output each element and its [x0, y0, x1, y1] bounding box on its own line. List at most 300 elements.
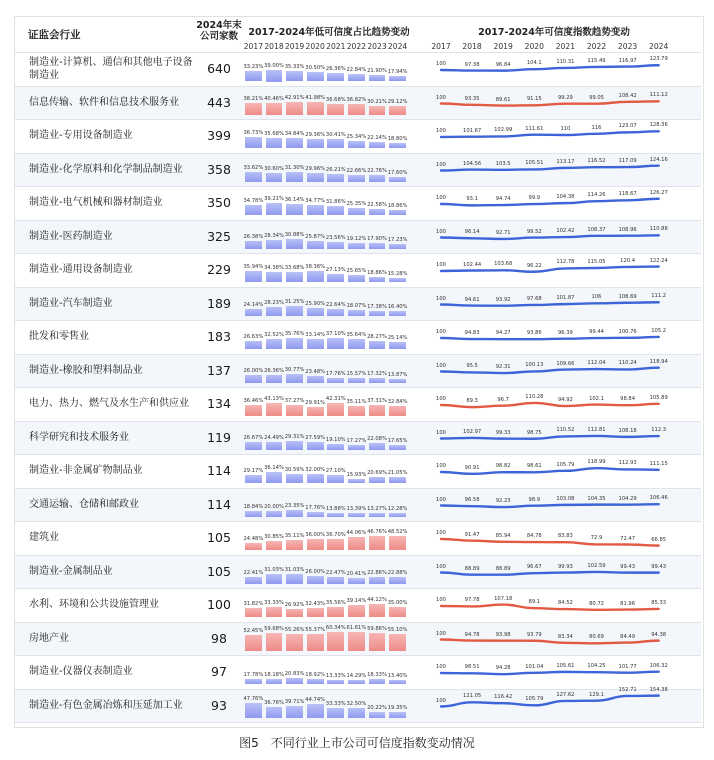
index-value-label: 85.94	[495, 532, 511, 539]
low-ratio-label: 27.13%	[325, 267, 346, 274]
index-trend-line	[441, 267, 659, 272]
index-value-label: 97.78	[464, 597, 480, 604]
low-ratio-label: 25.35%	[346, 200, 367, 207]
index-trend-line	[441, 302, 659, 305]
index-value-label: 123.07	[618, 123, 637, 130]
index-trend-line	[441, 504, 659, 507]
industry-name: 制造业-非金属矿物制品业	[29, 465, 143, 477]
industry-name: 信息传输、软件和信息技术服务业	[29, 96, 179, 108]
low-ratio-label: 13.87%	[387, 371, 408, 378]
index-value-label: 115.05	[587, 258, 606, 265]
industry-name: 制造业-金属制品业	[29, 565, 113, 577]
low-ratio-label: 17.38%	[367, 303, 387, 310]
low-ratio-label: 29.96%	[305, 165, 326, 172]
low-ratio-label: 22.76%	[367, 167, 387, 174]
low-ratio-label: 12.28%	[387, 506, 408, 513]
index-value-label: 110.28	[525, 393, 544, 400]
low-ratio-label: 22.64%	[325, 302, 346, 309]
industry-name: 水利、环境和公共设施管理业	[29, 599, 159, 611]
year-label-line-2017: 2017	[431, 42, 451, 51]
company-count: 105	[207, 530, 231, 546]
year-label-line-2021: 2021	[555, 42, 576, 51]
low-ratio-label: 42.91%	[284, 94, 305, 101]
low-ratio-label: 26.92%	[284, 602, 305, 609]
low-ratio-label: 18.80%	[387, 135, 408, 142]
index-value-label: 110.24	[618, 360, 637, 367]
low-ratio-label: 35.11%	[284, 532, 305, 539]
low-ratio-label: 22.58%	[367, 201, 387, 208]
low-ratio-label: 59.86%	[367, 625, 387, 632]
low-ratio-label: 32.00%	[305, 466, 326, 473]
index-trend-line	[441, 65, 659, 70]
industry-name: 电力、热力、燃气及水生产和供应业	[29, 398, 189, 410]
index-value-label: 112.93	[618, 460, 637, 467]
low-ratio-label: 20.00%	[264, 503, 284, 510]
low-ratio-label: 32.43%	[305, 600, 326, 607]
low-ratio-label: 43.13%	[264, 396, 284, 403]
low-ratio-label: 33.23%	[243, 64, 264, 71]
index-trend-line	[441, 436, 659, 439]
low-ratio-label: 18.18%	[264, 671, 284, 678]
index-value-label: 88.89	[464, 565, 480, 572]
index-value-label: 110.88	[649, 226, 668, 233]
low-ratio-label: 35.11%	[346, 398, 367, 405]
index-value-label: 101.04	[525, 663, 544, 670]
index-trend-line	[441, 468, 659, 474]
index-value-label: 110.31	[556, 58, 575, 65]
index-value-label: 100	[436, 195, 446, 201]
index-value-label: 97.38	[464, 61, 480, 68]
low-ratio-label: 29.31%	[284, 433, 305, 440]
index-value-label: 98.61	[526, 463, 542, 470]
index-value-label: 89.3	[466, 398, 478, 405]
index-value-label: 94.61	[464, 296, 480, 303]
low-ratio-label: 13.39%	[346, 505, 367, 512]
index-value-label: 116	[591, 124, 602, 131]
low-ratio-label: 35.64%	[346, 331, 367, 338]
low-ratio-label: 19.12%	[346, 236, 367, 243]
index-value-label: 118.99	[587, 459, 606, 466]
index-value-label: 80.69	[589, 634, 604, 641]
year-label-bar-2018: 2018	[264, 42, 284, 51]
index-value-label: 124.16	[649, 156, 668, 163]
low-ratio-label: 38.21%	[243, 96, 264, 103]
low-ratio-label: 33.33%	[264, 600, 284, 607]
low-ratio-label: 39.21%	[264, 196, 284, 203]
index-value-label: 99.29	[557, 94, 573, 101]
low-ratio-label: 35.94%	[243, 264, 264, 271]
low-ratio-label: 36.68%	[325, 96, 346, 103]
index-value-label: 100	[436, 597, 446, 603]
low-ratio-label: 23.35%	[284, 502, 305, 509]
index-value-label: 84.52	[557, 600, 573, 607]
low-ratio-label: 61.61%	[346, 625, 367, 632]
index-value-label: 120.4	[620, 257, 636, 264]
index-value-label: 96.39	[557, 329, 573, 336]
index-value-label: 91.47	[464, 531, 480, 538]
low-ratio-label: 44.74%	[305, 697, 326, 704]
index-value-label: 89.1	[528, 599, 541, 606]
header-industry: 证监会行业	[28, 29, 81, 41]
index-value-label: 103.5	[495, 160, 511, 167]
industry-name: 科学研究和技术服务业	[29, 431, 129, 443]
low-ratio-label: 36.76%	[264, 699, 284, 706]
low-ratio-label: 17.76%	[305, 504, 326, 511]
low-ratio-label: 33.33%	[325, 700, 346, 707]
index-value-label: 116.52	[587, 158, 606, 165]
low-ratio-label: 36.00%	[305, 532, 326, 539]
index-value-label: 112.78	[556, 259, 575, 266]
index-value-label: 98.9	[528, 496, 541, 503]
low-ratio-label: 24.14%	[243, 301, 264, 308]
company-count: 399	[207, 128, 231, 144]
index-value-label: 83.34	[557, 633, 573, 640]
index-value-label: 105.2	[651, 327, 667, 334]
year-label-bar-2024: 2024	[387, 42, 408, 51]
company-count: 93	[211, 697, 227, 713]
index-value-label: 105.79	[525, 696, 544, 703]
low-ratio-label: 32.52%	[264, 332, 284, 339]
index-value-label: 100	[436, 94, 446, 101]
industry-name: 批发和零售业	[29, 331, 89, 343]
low-ratio-label: 27.59%	[305, 434, 326, 441]
low-ratio-label: 32.84%	[387, 399, 408, 406]
low-ratio-label: 30.41%	[325, 132, 346, 139]
index-value-label: 89.61	[495, 96, 511, 103]
index-value-label: 93.92	[495, 296, 511, 303]
low-ratio-label: 25.87%	[305, 234, 326, 241]
company-count: 114	[207, 463, 231, 479]
index-value-label: 72.47	[620, 535, 636, 542]
low-ratio-label: 26.00%	[243, 368, 264, 374]
low-ratio-label: 20.83%	[284, 671, 305, 678]
index-value-label: 100	[436, 697, 446, 704]
index-value-label: 92.23	[495, 498, 511, 505]
low-ratio-label: 31.30%	[284, 165, 305, 172]
company-count: 350	[207, 195, 231, 211]
industry-name: 交通运输、仓储和邮政业	[29, 498, 139, 510]
low-ratio-label: 18.33%	[367, 671, 387, 678]
index-value-label: 104.29	[618, 495, 637, 502]
index-value-label: 110	[560, 126, 571, 132]
index-value-label: 111.61	[525, 125, 544, 132]
header-low-ratio: 2017-2024年低可信度占比趋势变动	[248, 27, 410, 38]
low-ratio-label: 28.27%	[367, 333, 387, 340]
index-trend-line	[441, 640, 659, 644]
industry-name: 建筑业	[29, 532, 59, 544]
index-value-label: 99.43	[620, 563, 636, 570]
index-value-label: 100	[436, 429, 446, 436]
index-value-label: 112.04	[587, 360, 606, 367]
header-trend: 2017-2024年可信度指数趋势变动	[478, 27, 630, 38]
index-value-label: 113.17	[556, 158, 575, 165]
low-ratio-label: 15.93%	[346, 471, 367, 478]
low-ratio-label: 52.45%	[243, 627, 264, 634]
company-count: 443	[207, 94, 231, 110]
low-ratio-label: 32.50%	[346, 701, 367, 707]
index-value-label: 103.68	[494, 261, 513, 268]
company-count: 98	[211, 630, 227, 646]
index-value-label: 96.7	[497, 396, 509, 403]
low-ratio-label: 34.84%	[284, 130, 305, 137]
index-value-label: 93.35	[464, 95, 480, 102]
low-ratio-label: 42.31%	[325, 396, 346, 403]
low-ratio-label: 18.86%	[367, 269, 387, 276]
index-value-label: 111.15	[649, 460, 668, 467]
low-ratio-label: 35.56%	[325, 599, 346, 606]
industry-name: 制造业-计算机、通信和其他电子设备制造业	[29, 56, 193, 81]
low-ratio-label: 13.27%	[367, 505, 387, 512]
low-ratio-label: 21.05%	[387, 470, 408, 477]
year-label-line-2022: 2022	[586, 42, 607, 51]
low-ratio-label: 29.91%	[305, 400, 326, 407]
industry-name: 制造业-有色金属冶炼和压延加工业	[29, 699, 183, 711]
low-ratio-label: 15.57%	[346, 371, 367, 378]
index-value-label: 98.51	[464, 664, 480, 671]
index-value-label: 93.86	[526, 330, 542, 337]
index-value-label: 99.44	[589, 329, 604, 336]
low-ratio-label: 26.36%	[325, 66, 346, 73]
index-value-label: 105.89	[649, 394, 668, 401]
index-value-label: 100	[436, 128, 446, 134]
low-ratio-label: 17.27%	[346, 437, 367, 444]
index-trend-line	[441, 199, 659, 206]
low-ratio-label: 22.88%	[387, 569, 408, 576]
index-value-label: 94.83	[464, 330, 480, 337]
year-label-line-2024: 2024	[649, 42, 669, 51]
company-count: 105	[207, 563, 231, 579]
index-value-label: 105.51	[525, 160, 544, 167]
index-value-label: 123.79	[649, 56, 668, 63]
index-value-label: 94.78	[464, 631, 480, 638]
low-ratio-label: 20.22%	[367, 704, 387, 711]
company-count: 100	[207, 597, 231, 613]
low-ratio-label: 17.65%	[387, 437, 408, 444]
index-value-label: 100	[436, 161, 446, 168]
index-value-label: 104.56	[463, 160, 482, 167]
index-value-label: 116.42	[494, 694, 513, 701]
low-ratio-label: 55.37%	[305, 626, 326, 633]
low-ratio-label: 59.68%	[264, 625, 284, 632]
low-ratio-label: 19.35%	[387, 705, 408, 712]
low-ratio-label: 25.65%	[346, 267, 367, 274]
low-ratio-label: 39.14%	[346, 598, 367, 605]
low-ratio-label: 31.03%	[284, 567, 305, 574]
index-value-label: 118.94	[649, 358, 668, 365]
header-count-line2: 公司家数	[199, 31, 238, 42]
index-value-label: 94.74	[495, 196, 511, 203]
low-ratio-label: 23.48%	[305, 368, 326, 375]
company-count: 325	[207, 228, 231, 244]
low-ratio-label: 44.06%	[346, 529, 367, 536]
index-trend-line	[441, 166, 659, 171]
index-trend-line	[441, 605, 659, 610]
index-value-label: 93.1	[466, 196, 478, 203]
low-ratio-label: 36.82%	[346, 96, 367, 103]
index-value-label: 100.13	[525, 362, 544, 369]
index-value-label: 152.71	[618, 686, 637, 693]
low-ratio-label: 36.14%	[264, 465, 284, 472]
low-ratio-label: 60.34%	[325, 625, 346, 632]
low-ratio-label: 26.63%	[243, 334, 264, 341]
index-value-label: 100	[436, 630, 446, 637]
index-value-label: 100	[436, 563, 446, 570]
index-value-label: 108.18	[618, 427, 637, 434]
index-value-label: 72.9	[590, 535, 603, 542]
index-value-label: 108.69	[618, 293, 637, 300]
company-count: 119	[207, 429, 231, 445]
index-value-label: 95.5	[466, 363, 478, 370]
index-value-label: 110.52	[556, 427, 575, 434]
low-ratio-label: 30.50%	[305, 65, 326, 72]
low-ratio-label: 26.67%	[243, 434, 264, 441]
industry-name: 房地产业	[29, 632, 69, 644]
low-ratio-label: 17.60%	[387, 169, 408, 176]
low-ratio-label: 22.08%	[367, 436, 387, 443]
year-label-bar-2020: 2020	[305, 42, 325, 51]
index-value-label: 100	[436, 463, 446, 469]
low-ratio-label: 36.14%	[284, 197, 305, 204]
index-value-label: 104.35	[587, 495, 606, 502]
low-ratio-label: 24.49%	[264, 435, 284, 442]
index-value-label: 105.61	[556, 662, 575, 669]
low-ratio-label: 13.88%	[325, 505, 346, 512]
index-value-label: 81.96	[620, 600, 636, 607]
index-value-label: 101.87	[556, 295, 575, 302]
index-value-label: 85.33	[651, 599, 667, 606]
low-ratio-label: 17.32%	[367, 370, 387, 377]
low-ratio-label: 16.40%	[387, 303, 408, 310]
index-value-label: 84.49	[620, 633, 636, 640]
low-ratio-label: 23.56%	[325, 234, 346, 241]
year-label-line-2018: 2018	[462, 42, 482, 51]
index-value-label: 104.1	[526, 60, 542, 67]
company-count: 358	[207, 161, 231, 177]
index-value-label: 103.08	[556, 495, 575, 502]
index-value-label: 96.22	[526, 262, 542, 269]
index-value-label: 66.85	[651, 536, 667, 543]
low-ratio-label: 18.84%	[243, 504, 264, 511]
index-value-label: 106.32	[649, 662, 668, 669]
low-ratio-label: 46.76%	[367, 529, 387, 536]
index-value-label: 94.27	[495, 330, 511, 337]
low-ratio-label: 48.52%	[387, 528, 408, 535]
index-value-label: 99.05	[589, 94, 604, 101]
low-ratio-label: 29.12%	[387, 99, 408, 106]
index-value-label: 102.99	[494, 127, 513, 134]
index-value-label: 106	[591, 294, 602, 301]
index-value-label: 83.83	[557, 533, 573, 540]
low-ratio-label: 30.85%	[264, 534, 284, 540]
year-label-bar-2023: 2023	[367, 42, 387, 51]
low-ratio-label: 30.77%	[284, 366, 305, 373]
index-trend-line	[441, 235, 659, 239]
year-label-bar-2021: 2021	[326, 42, 346, 51]
index-value-label: 100	[436, 329, 446, 335]
index-value-label: 121.05	[463, 693, 482, 700]
company-count: 114	[207, 496, 231, 512]
index-value-label: 108.37	[587, 226, 606, 233]
index-value-label: 96.14	[464, 229, 480, 236]
index-value-label: 118.67	[618, 191, 637, 198]
company-count: 640	[207, 61, 231, 77]
low-ratio-label: 22.41%	[243, 570, 264, 577]
company-count: 134	[207, 396, 231, 412]
index-value-label: 91.15	[526, 96, 542, 103]
industry-name: 制造业-汽车制造业	[29, 297, 113, 309]
low-ratio-label: 15.28%	[387, 270, 408, 277]
industry-name: 制造业-医药制造业	[29, 230, 113, 242]
index-value-label: 108.42	[618, 92, 637, 99]
low-ratio-label: 30.60%	[264, 165, 284, 172]
index-trend-line	[441, 696, 659, 707]
low-ratio-label: 28.34%	[264, 233, 284, 240]
low-ratio-label: 28.23%	[264, 300, 284, 307]
index-value-label: 99.93	[557, 563, 573, 570]
index-value-label: 115.49	[587, 57, 606, 64]
index-value-label: 93.98	[495, 631, 511, 638]
low-ratio-label: 55.10%	[387, 627, 408, 634]
index-value-label: 126.27	[649, 189, 668, 196]
low-ratio-label: 20.69%	[367, 470, 387, 477]
index-value-label: 97.68	[526, 295, 542, 302]
index-value-label: 99.33	[495, 429, 511, 436]
low-ratio-label: 17.94%	[387, 68, 408, 75]
index-value-label: 127.62	[556, 691, 575, 698]
low-ratio-label: 39.71%	[284, 698, 305, 705]
index-value-label: 104.38	[556, 194, 575, 201]
index-value-label: 105.79	[556, 461, 575, 468]
index-value-label: 107.18	[494, 595, 513, 602]
year-label-line-2020: 2020	[524, 42, 544, 51]
low-ratio-label: 38.36%	[305, 263, 326, 270]
low-ratio-label: 35.68%	[264, 130, 284, 137]
company-count: 97	[211, 664, 227, 680]
low-ratio-label: 33.68%	[284, 265, 305, 272]
index-value-label: 101.77	[618, 663, 637, 670]
index-value-label: 114.26	[587, 192, 606, 199]
index-value-label: 92.71	[495, 229, 511, 236]
low-ratio-label: 33.62%	[243, 164, 264, 171]
low-ratio-label: 17.23%	[387, 236, 408, 243]
header-count-line1: 2024年末	[196, 20, 242, 31]
year-label-line-2019: 2019	[493, 42, 513, 51]
low-ratio-label: 31.86%	[325, 198, 346, 205]
index-value-label: 99.43	[651, 563, 667, 570]
low-ratio-label: 18.86%	[387, 202, 408, 209]
low-ratio-label: 21.90%	[367, 67, 387, 74]
index-value-label: 100	[436, 295, 446, 302]
low-ratio-label: 44.12%	[367, 596, 387, 603]
low-ratio-label: 55.26%	[284, 626, 305, 633]
low-ratio-label: 47.76%	[243, 696, 264, 703]
industry-name: 制造业-专用设备制造业	[29, 130, 133, 142]
low-ratio-label: 25.14%	[387, 334, 408, 341]
industry-name: 制造业-化学原料和化学制品制造业	[29, 163, 183, 175]
low-ratio-label: 31.25%	[284, 299, 305, 306]
year-label-bar-2017: 2017	[243, 42, 264, 51]
low-ratio-label: 13.33%	[325, 673, 346, 680]
low-ratio-label: 22.86%	[367, 569, 387, 576]
figure-caption: 图5 不同行业上市公司可信度指数变动情况	[239, 736, 475, 750]
index-value-label: 100	[436, 396, 446, 402]
index-value-label: 100	[436, 61, 446, 67]
company-count: 183	[207, 329, 231, 345]
index-value-label: 109.66	[556, 360, 575, 367]
low-ratio-label: 35.00%	[387, 599, 408, 606]
index-value-label: 112.81	[587, 426, 606, 433]
index-value-label: 98.84	[620, 396, 636, 403]
